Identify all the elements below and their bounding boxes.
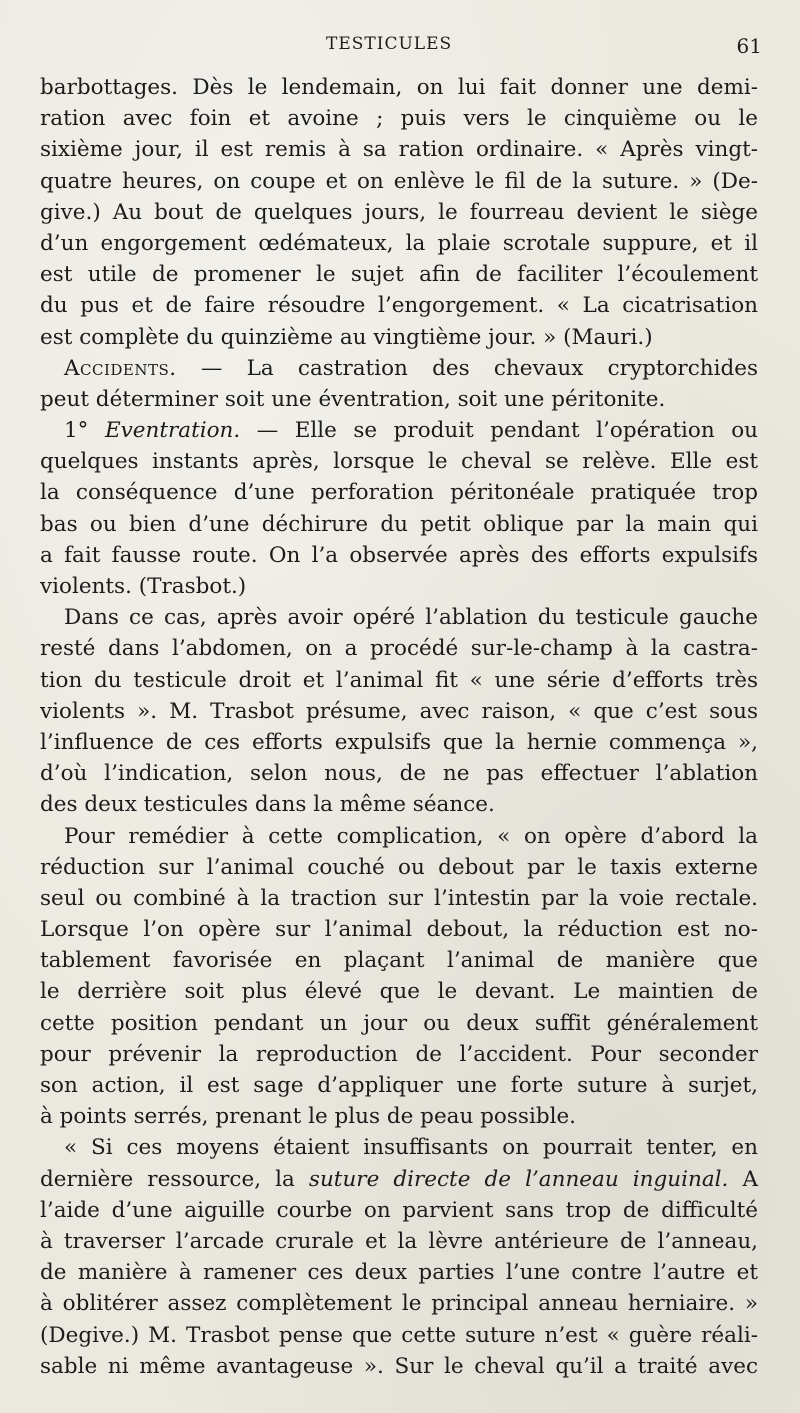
line-text: — La castration des chevaux cryptorchides	[176, 355, 758, 381]
line-text: bas ou bien d’une déchirure du petit oblique par la main qui	[40, 511, 758, 537]
text-line	[40, 166, 758, 197]
line-text: sable ni même avantageuse ». Sur le cheval qu’il a traité avec	[40, 1353, 758, 1379]
text-line	[40, 540, 758, 571]
line-text: violents. (Trasbot.)	[40, 574, 247, 599]
line-text: Pour remédier à cette complication, « on opère d’abord la	[64, 823, 758, 849]
line-text: est utile de promener le sujet afin de faciliter l’écoulement	[40, 262, 758, 288]
line-text: (Degive.) M. Trasbot pense que cette suture n’est « guère réali-	[40, 1322, 758, 1348]
text-line	[40, 1195, 758, 1226]
text-line	[40, 509, 758, 540]
line-text: du pus et de faire résoudre l’engorgement. « La cicatrisation	[40, 293, 758, 319]
line-text: à traverser l’arcade crurale et la lèvre antérieure de l’anneau,	[40, 1228, 758, 1254]
line-text: le derrière soit plus élevé que le devant. Le maintien de	[40, 979, 758, 1005]
line-text: ration avec foin et avoine ; puis vers le cinquième ou le	[40, 106, 758, 132]
text-line	[40, 259, 758, 290]
line-text: est complète du quinzième au vingtième jour. » (Mauri.)	[40, 324, 653, 350]
body-text	[40, 72, 758, 1382]
line-text: l’aide d’une aiguille courbe on parvient sans trop de difficulté	[40, 1197, 758, 1223]
text-line	[40, 72, 758, 103]
text-line	[40, 290, 758, 321]
line-text: « Si ces moyens étaient insuffisants on pourrait tenter, en	[64, 1135, 758, 1161]
line-text: des deux testicules dans la même séance.	[40, 792, 495, 818]
line-text: pour prévenir la reproduction de l’accident. Pour seconder	[40, 1041, 758, 1067]
text-line	[40, 1226, 758, 1257]
line-text: l’influence de ces efforts expulsifs que la hernie commença »,	[40, 729, 758, 755]
text-line	[40, 322, 758, 353]
line-text: tion du testicule droit et l’animal fit « une série d’efforts très	[40, 667, 758, 693]
text-line	[40, 976, 758, 1007]
line-text: d’où l’indication, selon nous, de ne pas effectuer l’ablation	[40, 761, 758, 787]
line-text: de manière à ramener ces deux parties l’une contre l’autre et	[40, 1260, 758, 1286]
text-line	[40, 197, 758, 228]
text-line	[40, 103, 758, 134]
text-line	[40, 883, 758, 914]
line-text: sixième jour, il est remis à sa ration ordinaire. « Après vingt-	[40, 137, 758, 163]
text-line	[40, 852, 758, 883]
line-text: peut déterminer soit une éventration, soit une péritonite.	[40, 386, 666, 412]
italic-phrase: suture directe de l’anneau inguinal.	[308, 1166, 729, 1192]
line-text: réduction sur l’animal couché ou debout par le taxis externe	[40, 854, 758, 880]
line-text: son action, il est sage d’appliquer une forte suture à surjet,	[40, 1073, 758, 1098]
line-text: dernière ressource, la	[40, 1166, 309, 1192]
text-line	[40, 134, 758, 165]
item-number: 1°	[64, 418, 105, 444]
line-text: la conséquence d’une perforation péritonéale pratiquée trop	[40, 480, 758, 506]
text-line	[40, 1351, 758, 1382]
line-text: give.) Au bout de quelques jours, le fourreau devient le siège	[40, 199, 758, 225]
text-line	[40, 384, 758, 415]
text-line	[40, 1070, 758, 1101]
line-text: tablement favorisée en plaçant l’animal de manière que	[40, 948, 758, 974]
line-text: barbottages. Dès le lendemain, on lui fait donner une demi-	[40, 75, 758, 100]
text-line	[40, 945, 758, 976]
text-line	[40, 821, 758, 852]
text-line	[40, 1101, 758, 1132]
line-text: violents ». M. Trasbot présume, avec raison, « que c’est sous	[40, 698, 758, 724]
text-line	[40, 1132, 758, 1163]
italic-heading: Eventration.	[104, 418, 241, 444]
text-line	[40, 696, 758, 727]
text-line	[40, 1164, 758, 1195]
text-line	[40, 353, 758, 384]
line-text: quatre heures, on coupe et on enlève le fil de la suture. » (De-	[40, 168, 758, 194]
line-text: à points serrés, prenant le plus de peau possible.	[40, 1104, 577, 1130]
text-line	[40, 446, 758, 477]
text-line	[40, 571, 758, 602]
text-line	[40, 1288, 758, 1319]
text-line	[40, 415, 758, 446]
line-text: cette position pendant un jour ou deux suffit généralement	[40, 1010, 758, 1036]
running-head-title: TESTICULES	[326, 34, 453, 54]
line-text: Lorsque l’on opère sur l’animal debout, la réduction est no-	[40, 917, 758, 943]
line-text: Dans ce cas, après avoir opéré l’ablation du testicule gauche	[64, 605, 758, 631]
page-number: 61	[736, 34, 762, 58]
text-line	[40, 727, 758, 758]
line-text: quelques instants après, lorsque le cheval se relève. Elle est	[40, 449, 758, 475]
text-line	[40, 665, 758, 696]
text-line	[40, 1257, 758, 1288]
section-label: Accidents.	[64, 355, 177, 381]
text-line	[40, 1320, 758, 1351]
text-line	[40, 1039, 758, 1070]
line-text: resté dans l’abdomen, on a procédé sur-le-champ à la castra-	[40, 636, 758, 662]
line-text-tail: A	[728, 1166, 758, 1192]
line-text: — Elle se produit pendant l’opération ou	[240, 418, 758, 444]
text-line	[40, 1008, 758, 1039]
text-line	[40, 633, 758, 664]
text-line	[40, 914, 758, 945]
text-line	[40, 758, 758, 789]
line-text: à oblitérer assez complètement le principal anneau herniaire. »	[40, 1291, 758, 1317]
line-text: d’un engorgement œdémateux, la plaie scrotale suppure, et il	[40, 230, 758, 256]
text-line	[40, 602, 758, 633]
text-line	[40, 477, 758, 508]
line-text: a fait fausse route. On l’a observée après des efforts expulsifs	[40, 542, 758, 568]
line-text: seul ou combiné à la traction sur l’intestin par la voie rectale.	[40, 885, 758, 911]
text-line	[40, 789, 758, 820]
running-head	[0, 30, 800, 62]
text-line	[40, 228, 758, 259]
